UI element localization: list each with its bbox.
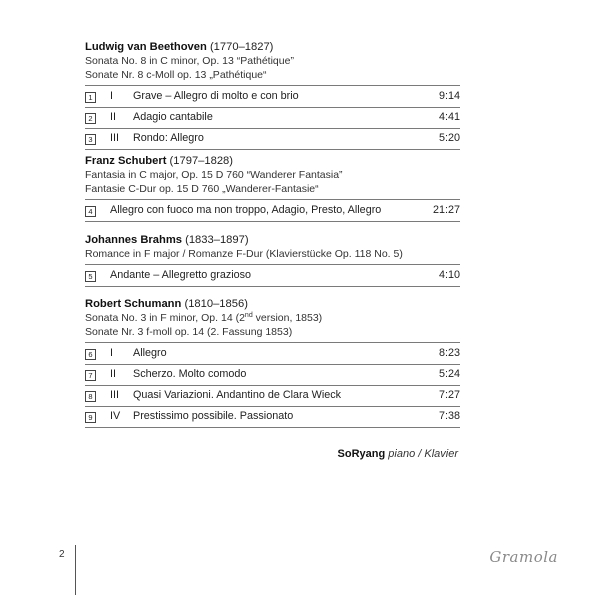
divider	[85, 199, 460, 200]
track-title: Rondo: Allegro	[133, 132, 204, 144]
track-title: Quasi Variazioni. Andantino de Clara Wieck	[133, 389, 342, 401]
work-heading	[85, 154, 460, 168]
track-duration: 8:23	[438, 347, 460, 359]
composer-name: Ludwig van Beethoven	[85, 41, 207, 53]
track-title: Scherzo. Molto comodo	[133, 368, 247, 380]
divider	[85, 264, 460, 265]
track-duration: 9:14	[438, 90, 460, 102]
gramola-logo: Gramola	[489, 548, 558, 566]
movement-numeral: III	[110, 389, 119, 401]
work-title-de: Sonate Nr. 3 f-moll op. 14 (2. Fassung 1853)	[85, 326, 293, 338]
track-row	[85, 129, 460, 148]
work-title-en-text-end: version, 1853)	[252, 312, 323, 324]
work-title-de: Sonate Nr. 8 c-Moll op. 13 „Pathétique“	[85, 69, 267, 81]
work-title-en-text: Sonata No. 3 in F minor, Op. 14 (2	[85, 312, 245, 324]
divider	[85, 427, 460, 428]
work-title-en: Fantasia in C major, Op. 15 D 760 “Wanderer Fantasia”	[85, 169, 343, 181]
track-duration: 21:27	[432, 204, 460, 216]
divider	[85, 85, 460, 86]
work-heading	[85, 297, 460, 311]
track-row	[85, 201, 460, 220]
track-row	[85, 344, 460, 363]
page-number: 2	[59, 549, 65, 560]
work-title-en: Sonata No. 8 in C minor, Op. 13 “Pathétique”	[85, 55, 294, 67]
ordinal-suffix: nd	[244, 312, 253, 319]
work-schumann	[85, 297, 460, 428]
composer-dates: (1797–1828)	[169, 155, 233, 167]
movement-numeral: I	[110, 90, 113, 102]
track-row	[85, 386, 460, 405]
composer-dates: (1770–1827)	[209, 41, 274, 53]
track-title: Allegro	[133, 347, 167, 359]
track-duration: 7:38	[438, 410, 460, 422]
track-row	[85, 87, 460, 106]
work-beethoven	[85, 40, 460, 150]
performer-instrument: piano / Klavier	[388, 448, 458, 460]
work-title-en	[85, 311, 460, 325]
work-brahms	[85, 233, 460, 287]
track-row	[85, 407, 460, 426]
track-duration: 7:27	[438, 389, 460, 401]
movement-numeral: II	[110, 368, 116, 380]
work-schubert	[85, 154, 460, 222]
track-number-box: 5	[85, 271, 96, 282]
work-title-en: Romance in F major / Romanze F-Dur (Klavierstücke Op. 118 No. 5)	[85, 248, 403, 260]
track-duration: 4:10	[438, 269, 460, 281]
track-title: Allegro con fuoco ma non troppo, Adagio, Presto, Allegro	[110, 204, 382, 216]
track-number-box: 8	[85, 391, 96, 402]
track-number-box: 7	[85, 370, 96, 381]
performer-name: SoRyang	[337, 448, 386, 460]
divider	[85, 342, 460, 343]
composer-name: Robert Schumann	[85, 298, 182, 310]
movement-numeral: I	[110, 347, 113, 359]
work-title-de: Fantasie C-Dur op. 15 D 760 „Wanderer-Fantasie“	[85, 183, 319, 195]
composer-dates: (1833–1897)	[185, 234, 249, 246]
movement-numeral: III	[110, 132, 119, 144]
track-title: Prestissimo possibile. Passionato	[133, 410, 294, 422]
composer-name: Johannes Brahms	[85, 234, 182, 246]
track-title: Grave – Allegro di molto e con brio	[133, 90, 299, 102]
work-heading	[85, 40, 460, 54]
composer-dates: (1810–1856)	[184, 298, 248, 310]
divider	[85, 149, 460, 150]
track-number-box: 9	[85, 412, 96, 423]
track-number-box: 6	[85, 349, 96, 360]
track-number-box: 1	[85, 92, 96, 103]
footer-divider	[75, 545, 76, 595]
track-row	[85, 365, 460, 384]
track-number-box: 4	[85, 206, 96, 217]
composer-name: Franz Schubert	[85, 155, 167, 167]
divider	[85, 221, 460, 222]
track-duration: 5:20	[438, 132, 460, 144]
track-row	[85, 266, 460, 285]
track-row	[85, 108, 460, 127]
track-number-box: 3	[85, 134, 96, 145]
work-heading	[85, 233, 460, 247]
performer-credit	[0, 448, 458, 460]
track-title: Andante – Allegretto grazioso	[110, 269, 252, 281]
divider	[85, 286, 460, 287]
track-title: Adagio cantabile	[133, 111, 213, 123]
track-number-box: 2	[85, 113, 96, 124]
track-duration: 4:41	[438, 111, 460, 123]
movement-numeral: IV	[110, 410, 121, 422]
movement-numeral: II	[110, 111, 116, 123]
track-duration: 5:24	[438, 368, 460, 380]
